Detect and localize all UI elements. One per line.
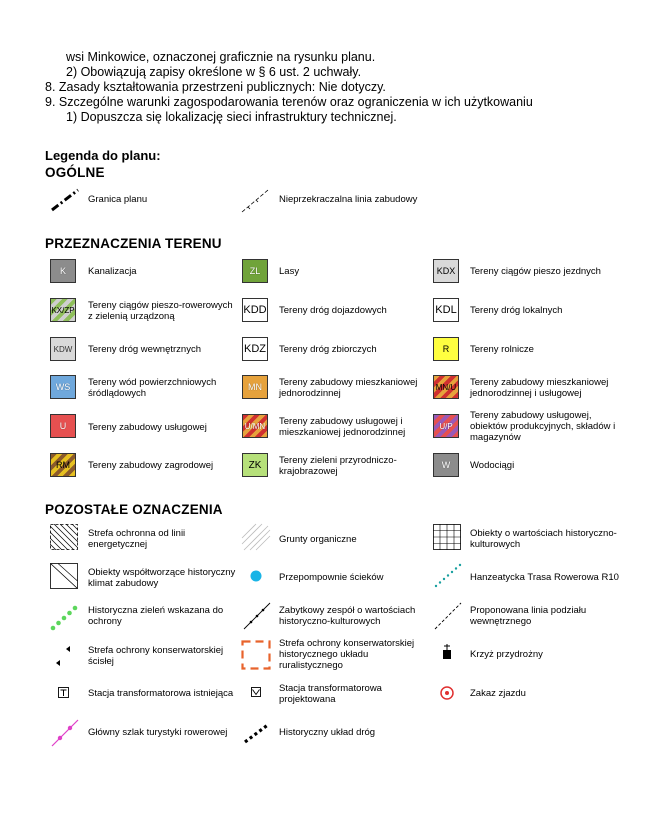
landuse-box-u: U [50, 414, 76, 438]
teal-dotted-line-icon [433, 563, 461, 589]
other-label-strefa-scisla: Strefa ochrony konserwatorskiej ścisłej [88, 645, 224, 667]
landuse-label-kxzp: Tereny ciągów pieszo-rowerowych z zielenią urządzoną [88, 300, 233, 322]
text-line-2: 2) Obowiązują zapisy określone w § 6 ust. 2 uchwały. [66, 65, 362, 79]
landuse-label-kdl: Tereny dróg lokalnych [470, 305, 563, 316]
landuse-box-zk: ZK [242, 453, 268, 477]
landuse-label-r: Tereny rolnicze [470, 344, 534, 355]
landuse-box-kxzp: KX/ZP [50, 298, 76, 322]
landuse-label-umn: Tereny zabudowy usługowej i mieszkaniowej jednorodzinnej [279, 416, 406, 438]
landuse-box-rm: RM [50, 453, 76, 477]
landuse-label-kdw: Tereny dróg wewnętrznych [88, 344, 201, 355]
other-label-uklad-ruralistyczny: Strefa ochrony konserwatorskiej historycznego układu ruralistycznego [279, 638, 415, 671]
other-label-trafo-istniejaca: Stacja transformatorowa istniejąca [88, 688, 234, 699]
green-dots-icon [50, 603, 78, 629]
light-hatch-icon [242, 524, 270, 550]
other-label-zabytkowy-zespol: Zabytkowy zespół o wartościach historyczno-kulturowych [279, 605, 416, 627]
text-line-5: 1) Dopuszcza się lokalizację sieci infrastruktury technicznej. [66, 110, 397, 124]
landuse-label-ws: Tereny wód powierzchniowych śródlądowych [88, 377, 217, 399]
landuse-label-rm: Tereny zabudowy zagrodowej [88, 460, 214, 471]
other-label-historyczny-uklad: Historyczny układ dróg [279, 727, 376, 738]
legend-item-granica: Granica planu [88, 194, 148, 205]
triangle-markers-icon [50, 643, 78, 669]
cyan-dot-icon [242, 563, 270, 589]
no-exit-icon [433, 681, 461, 707]
landuse-box-ws: WS [50, 375, 76, 399]
other-label-grunty: Grunty organiczne [279, 534, 357, 545]
landuse-label-k: Kanalizacja [88, 266, 137, 277]
legend-item-linia-zabudowy: Nieprzekraczalna linia zabudowy [279, 194, 418, 205]
dotted-diagonal-line-icon [242, 601, 270, 627]
landuse-box-mn: MN [242, 375, 268, 399]
text-line-3: 8. Zasady kształtowania przestrzeni publicznych: Nie dotyczy. [45, 80, 386, 94]
landuse-box-kdx: KDX [433, 259, 459, 283]
building-line-icon [240, 188, 268, 214]
landuse-label-mnu: Tereny zabudowy mieszkaniowej jednorodzinnej i usługowej [470, 377, 609, 399]
cross-icon [433, 641, 461, 667]
other-label-zielen: Historyczna zieleń wskazana do ochrony [88, 605, 224, 627]
legend-title: Legenda do planu: [45, 148, 161, 163]
landuse-label-zk: Tereny zieleni przyrodniczo-krajobrazowej [279, 455, 397, 477]
landuse-label-kdz: Tereny dróg zbiorczych [279, 344, 377, 355]
landuse-box-zl: ZL [242, 259, 268, 283]
text-line-4: 9. Szczególne warunki zagospodarowania terenów oraz ograniczenia w ich użytkowaniu [45, 95, 533, 109]
section-title-ogolne: OGÓLNE [45, 165, 105, 180]
diagonal-box-icon [50, 563, 78, 589]
landuse-box-kdd: KDD [242, 298, 268, 322]
landuse-box-w: W [433, 453, 459, 477]
other-label-przepompownie: Przepompownie ścieków [279, 572, 384, 583]
other-label-r10: Hanzeatycka Trasa Rowerowa R10 [470, 572, 619, 583]
dash-dot-line-icon [50, 188, 78, 214]
transformer-planned-icon [242, 681, 270, 707]
landuse-label-u: Tereny zabudowy usługowej [88, 422, 207, 433]
other-label-strefa-energetyczna: Strefa ochronna od linii energetycznej [88, 528, 186, 550]
magenta-route-icon [50, 718, 78, 744]
historic-road-icon [242, 720, 270, 746]
other-label-linia-podzialu: Proponowana linia podziału wewnętrznego [470, 605, 587, 627]
landuse-box-kdz: KDZ [242, 337, 268, 361]
landuse-label-zl: Lasy [279, 266, 300, 277]
landuse-label-kdd: Tereny dróg dojazdowych [279, 305, 387, 316]
section-title-przeznaczenia: PRZEZNACZENIA TERENU [45, 236, 222, 251]
other-label-klimat-zabudowy: Obiekty współtworzące historyczny klimat zabudowy [88, 567, 236, 589]
landuse-box-mnu: MN/U [433, 375, 459, 399]
other-label-zakaz-zjazdu: Zakaz zjazdu [470, 688, 526, 699]
other-label-obiekty-historyczne: Obiekty o wartościach historyczno-kulturowych [470, 528, 617, 550]
orange-dashed-box-icon [241, 640, 269, 666]
landuse-label-mn: Tereny zabudowy mieszkaniowej jednorodzinnej [279, 377, 418, 399]
dashed-diagonal-line-icon [433, 601, 461, 627]
other-label-trafo-projektowana: Stacja transformatorowa projektowana [279, 683, 382, 705]
other-label-szlak-rowerowy: Główny szlak turystyki rowerowej [88, 727, 228, 738]
transformer-existing-icon [50, 681, 78, 707]
landuse-box-kdw: KDW [50, 337, 76, 361]
landuse-box-kdl: KDL [433, 298, 459, 322]
landuse-box-k: K [50, 259, 76, 283]
landuse-box-up: U/P [433, 414, 459, 438]
text-line-1: wsi Minkowice, oznaczonej graficznie na rysunku planu. [66, 50, 376, 64]
hatched-dashed-box-icon [50, 524, 78, 550]
landuse-label-kdx: Tereny ciągów pieszo jezdnych [470, 266, 601, 277]
landuse-label-up: Tereny zabudowy usługowej, obiektów produkcyjnych, składów i magazynów [470, 410, 616, 443]
landuse-box-umn: U/MN [242, 414, 268, 438]
landuse-label-w: Wodociągi [470, 460, 515, 471]
landuse-box-r: R [433, 337, 459, 361]
section-title-pozostale: POZOSTAŁE OZNACZENIA [45, 502, 223, 517]
grid-box-icon [433, 524, 461, 550]
other-label-krzyz: Krzyż przydrożny [470, 649, 543, 660]
